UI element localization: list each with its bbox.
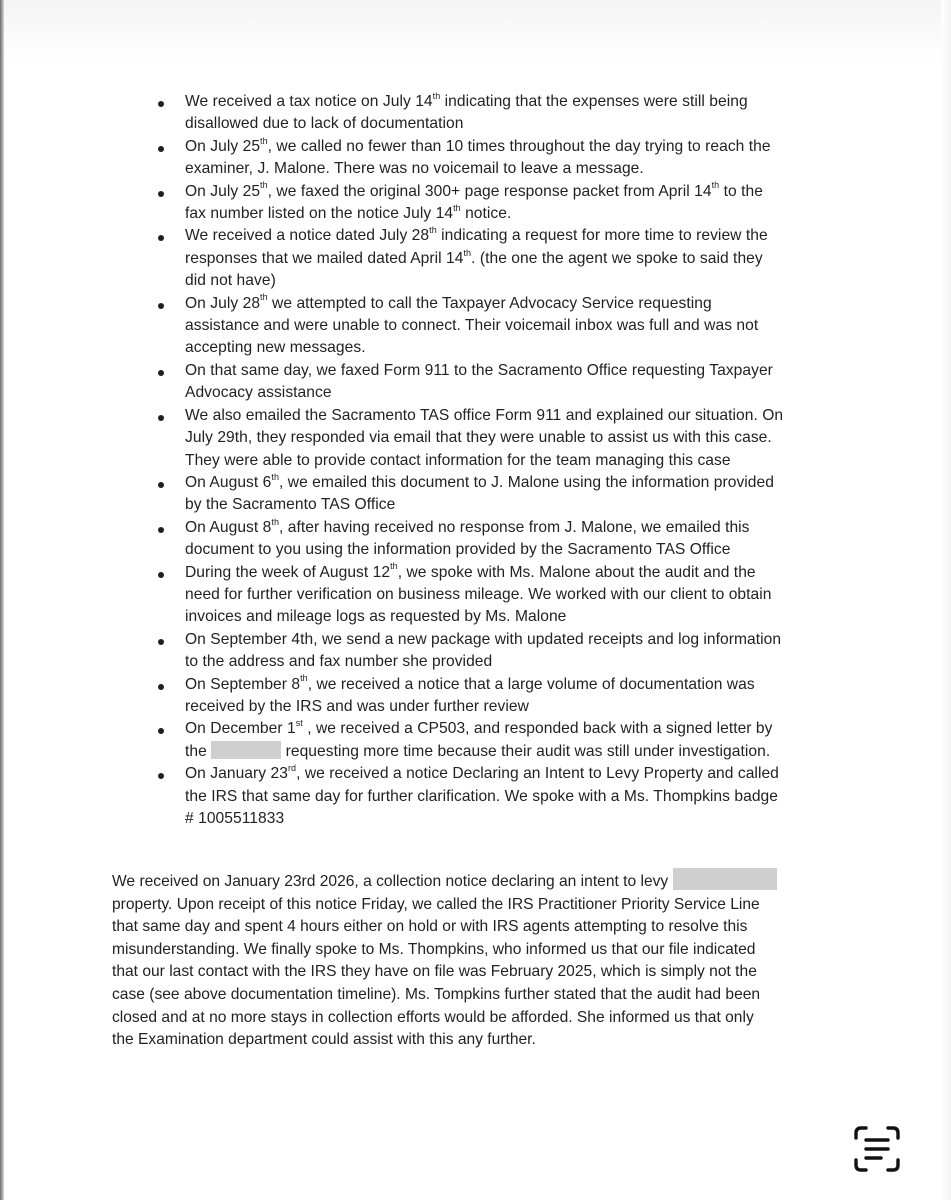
- ordinal-suffix: th: [432, 90, 441, 101]
- timeline-item-b1: [158, 91, 848, 136]
- timeline-item-b8: [158, 472, 848, 517]
- bullet-dot: [158, 235, 164, 241]
- text-run: # 1005511833: [185, 810, 285, 827]
- text-run: July 29th, they responded via email that they were unable to assist us with this case.: [185, 429, 772, 447]
- timeline-item-b3: [158, 181, 848, 226]
- text-run: property. Upon receipt of this notice Friday, we called the IRS Practitioner Priority Service Line: [112, 895, 760, 913]
- timeline-item-b11: [158, 629, 848, 674]
- text-run: notice.: [460, 205, 512, 223]
- ordinal-suffix: rd: [287, 763, 297, 773]
- text-run: , after having received no response from J. Malone, we emailed this: [279, 518, 750, 536]
- text-run: , we faxed the original 300+ page response packet from April 14: [267, 182, 712, 200]
- text-run: On September 4th, we send a new package with updated receipts and log information: [185, 630, 782, 648]
- ordinal-suffix: th: [260, 292, 268, 303]
- text-run: assistance and were unable to connect. Their voicemail inbox was full and was not: [185, 317, 759, 335]
- timeline-item-b4: [158, 225, 848, 292]
- text-run: . (the one the agent we spoke to said they: [471, 249, 763, 267]
- text-run: to the address and fax number she provided: [185, 653, 493, 671]
- text-run: On July 25: [185, 182, 261, 200]
- text-run: We received a notice dated July 28: [185, 227, 430, 245]
- ordinal-suffix: th: [271, 516, 279, 527]
- bullet-dot: [158, 101, 164, 107]
- text-run: that our last contact with the IRS they have on file was February 2025, which is simply not the: [112, 963, 757, 981]
- text-run: document to you using the information provided by the Sacramento TAS Office: [185, 541, 731, 559]
- timeline-item-b10: [158, 562, 848, 629]
- redaction-block: [211, 741, 281, 759]
- timeline-bullet-list: [158, 91, 848, 830]
- text-run: case (see above documentation timeline). Ms. Tompkins further stated that the audit had been: [112, 985, 761, 1003]
- bullet-dot: [158, 773, 164, 779]
- text-run: , we called no fewer than 10 times throughout the day trying to reach the: [267, 137, 771, 155]
- bullet-dot: [158, 415, 164, 421]
- text-run: , we spoke with Ms. Malone about the audit and the: [397, 563, 756, 581]
- text-run: On July 28: [185, 294, 261, 312]
- page-shadow-top: [0, 0, 951, 60]
- page-edge-left: [0, 0, 4, 1200]
- ordinal-suffix: th: [271, 471, 279, 482]
- text-run: On that same day, we faxed Form 911 to the Sacramento Office requesting Taxpayer: [185, 361, 773, 379]
- ordinal-suffix: th: [711, 180, 720, 191]
- bullet-dot: [158, 146, 164, 152]
- text-run: received by the IRS and was under further review: [185, 697, 529, 715]
- ordinal-suffix: th: [260, 135, 268, 146]
- text-run: On September 8: [185, 675, 301, 693]
- text-run: We received on January 23rd 2026, a collection notice declaring an intent to levy: [112, 873, 673, 890]
- text-run: did not have): [185, 272, 276, 290]
- text-run: accepting new messages.: [185, 339, 366, 357]
- timeline-item-b2: [158, 136, 848, 181]
- bullet-dot: [158, 572, 164, 578]
- ordinal-suffix: th: [453, 202, 461, 213]
- timeline-item-b6: [158, 360, 848, 405]
- text-run: the Examination department could assist with this any further.: [112, 1031, 536, 1049]
- bullet-dot: [158, 728, 164, 734]
- ordinal-suffix: st: [295, 718, 303, 729]
- text-run: On August 8: [185, 518, 272, 536]
- text-run: we attempted to call the Taxpayer Advocacy Service requesting: [267, 294, 712, 312]
- text-run: , we received a notice Declaring an Intent to Levy Property and called: [296, 765, 779, 783]
- bullet-dot: [158, 527, 164, 533]
- text-run: examiner, J. Malone. There was no voicemail to leave a message.: [185, 160, 644, 178]
- text-run: On August 6: [185, 473, 272, 491]
- text-run: , we received a CP503, and responded back with a signed letter by: [302, 720, 773, 738]
- summary-paragraph: [112, 868, 852, 1052]
- page-edge-right: [941, 0, 951, 1200]
- timeline-item-b9: [158, 517, 848, 562]
- live-text-button[interactable]: [834, 1106, 920, 1192]
- text-run: need for further verification on business mileage. We worked with our client to obtain: [185, 585, 772, 603]
- text-run: , we emailed this document to J. Malone using the information provided: [279, 473, 774, 491]
- bullet-dot: [158, 482, 164, 488]
- bullet-dot: [158, 370, 164, 376]
- text-run: During the week of August 12: [185, 563, 391, 581]
- timeline-item-b14: [158, 763, 848, 830]
- timeline-item-b7: [158, 405, 848, 472]
- timeline-item-b13: [158, 718, 848, 763]
- ordinal-suffix: th: [429, 225, 437, 236]
- bullet-dot: [158, 191, 164, 197]
- bullet-dot: [158, 684, 164, 690]
- text-run: the: [185, 742, 212, 760]
- text-run: responses that we mailed dated April 14: [185, 249, 464, 267]
- bullet-dot: [158, 303, 164, 309]
- timeline-item-b5: [158, 293, 848, 360]
- timeline-item-b12: [158, 674, 848, 719]
- ordinal-suffix: th: [300, 673, 308, 684]
- text-run: On July 25: [185, 137, 261, 155]
- ordinal-suffix: th: [390, 561, 398, 572]
- bullet-dot: [158, 639, 164, 645]
- text-run: On January 23: [185, 765, 288, 783]
- text-run: that same day and spent 4 hours either on hold or with IRS agents attempting to resolve this: [112, 918, 748, 936]
- text-run: indicating a request for more time to review the: [436, 227, 768, 245]
- text-scan-icon: [854, 1126, 900, 1172]
- redaction-block: [673, 868, 777, 890]
- text-run: They were able to provide contact information for the team managing this case: [185, 451, 731, 469]
- text-run: misunderstanding. We finally spoke to Ms. Thompkins, who informed us that our file indicated: [112, 940, 756, 958]
- text-run: disallowed due to lack of documentation: [185, 115, 464, 133]
- text-run: We received a tax notice on July 14: [185, 93, 433, 110]
- ordinal-suffix: th: [260, 180, 268, 191]
- text-run: We also emailed the Sacramento TAS office Form 911 and explained our situation. On: [185, 406, 784, 424]
- text-run: indicating that the expenses were still being: [440, 93, 748, 110]
- text-run: fax number listed on the notice July 14: [185, 205, 454, 223]
- ordinal-suffix: th: [463, 247, 472, 258]
- text-run: Advocacy assistance: [185, 384, 332, 402]
- text-run: invoices and mileage logs as requested by Ms. Malone: [185, 608, 567, 626]
- text-run: closed and at no more stays in collection efforts would be afforded. She informed us that only: [112, 1008, 754, 1026]
- text-run: requesting more time because their audit was still under investigation.: [281, 742, 771, 760]
- text-run: by the Sacramento TAS Office: [185, 496, 396, 514]
- text-run: On December 1: [185, 720, 296, 738]
- text-run: to the: [719, 182, 763, 200]
- text-run: the IRS that same day for further clarification. We spoke with a Ms. Thompkins badge: [185, 787, 778, 805]
- text-run: , we received a notice that a large volume of documentation was: [307, 675, 755, 693]
